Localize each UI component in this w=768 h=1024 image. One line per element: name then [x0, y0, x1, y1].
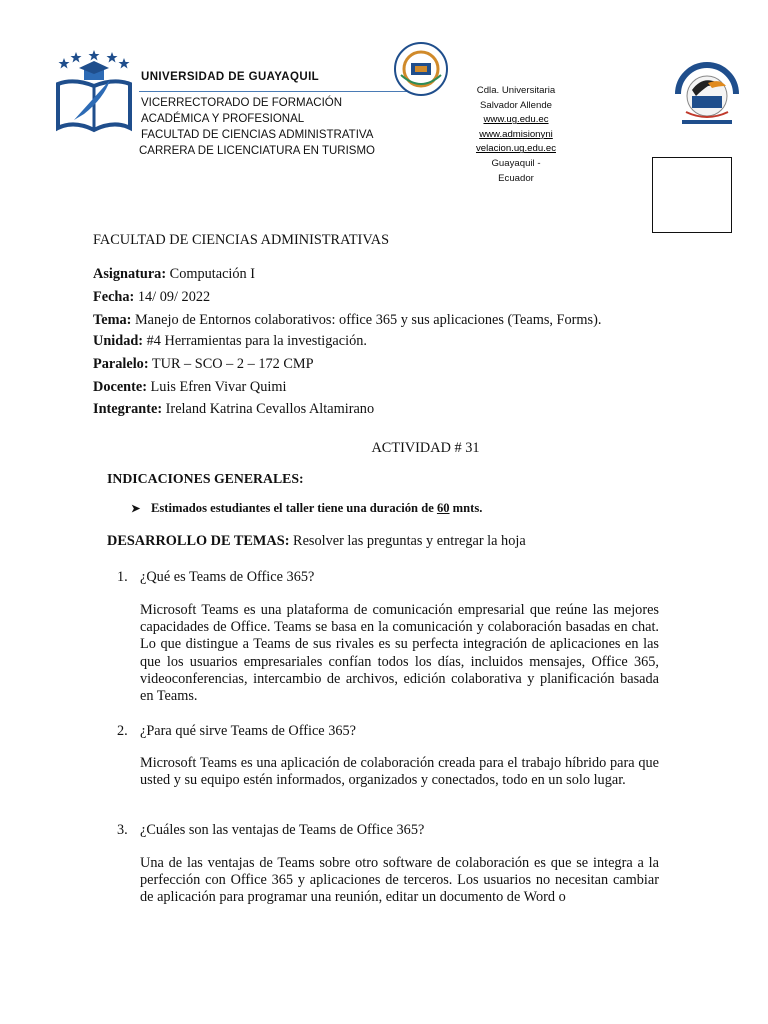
- meta-label: Integrante:: [93, 401, 163, 417]
- activity-title: ACTIVIDAD # 31: [371, 440, 480, 456]
- contact-city: Guayaquil -: [491, 157, 541, 169]
- header-line-2: ACADÉMICA Y PROFESIONAL: [141, 113, 305, 125]
- meta-value: TUR – SCO – 2 – 172 CMP: [148, 356, 314, 372]
- website-link[interactable]: www.ug.edu.ec: [483, 114, 549, 126]
- header-divider: [139, 91, 419, 92]
- question-number: 2.: [117, 723, 128, 739]
- faculty-seal: [393, 41, 449, 97]
- question-3: [117, 822, 424, 839]
- tourism-logo: [672, 56, 742, 128]
- answer-1: Microsoft Teams es una plataforma de comunicación empresarial que reúne las mejores capacidades de Office. Teams se basa en la comunicación y colaboración basadas en chat. Lo que distingue a Teams de sus rivales es su perfecta integración de aplicaciones en las que los usuarios empresariales confían todos los días, incluidos mensajes, Office 365, videoconferencias, intercambio de archivos, edición colaborativa y planificación basada en Teams.: [140, 602, 659, 705]
- admissions-link-part-1[interactable]: www.admisionyni: [479, 128, 553, 140]
- meta-label: Unidad:: [93, 333, 144, 349]
- header-line-4: CARRERA DE LICENCIATURA EN TURISMO: [139, 145, 376, 157]
- meta-tema: [93, 312, 601, 329]
- bullet-duration: 60: [436, 501, 450, 515]
- header-line-1: VICERRECTORADO DE FORMACIÓN: [141, 97, 343, 109]
- meta-label: Paralelo:: [93, 356, 149, 372]
- contact-line-1: Cdla. Universitaria: [476, 85, 556, 96]
- meta-label: Docente:: [93, 379, 147, 395]
- answer-3: Una de las ventajas de Teams sobre otro software de colaboración es que se integra a la perfección con Office 365 y aplicaciones de terceros. Los usuarios no necesitan cambiar de aplicación para programar una reunión, editar un documento de Word o: [140, 855, 659, 906]
- question-1: [117, 569, 314, 586]
- meta-unidad: [93, 333, 367, 350]
- meta-paralelo: [93, 356, 314, 373]
- question-number: 1.: [117, 569, 128, 585]
- photo-placeholder-box: [652, 157, 732, 233]
- contact-line-2: Salvador Allende: [479, 99, 552, 111]
- question-number: 3.: [117, 822, 128, 838]
- contact-country: Ecuador: [498, 172, 534, 184]
- meta-label: Asignatura:: [93, 266, 167, 282]
- question-text: ¿Qué es Teams de Office 365?: [140, 569, 315, 585]
- topics-text: Resolver las preguntas y entregar la hoja: [289, 533, 526, 549]
- question-text: ¿Cuáles son las ventajas de Teams de Office 365?: [140, 822, 425, 838]
- admissions-link-part-2[interactable]: velacion.ug.edu.ec: [475, 143, 556, 155]
- meta-label: Fecha:: [93, 289, 135, 305]
- university-name: UNIVERSIDAD DE GUAYAQUIL: [141, 71, 320, 83]
- meta-integrante: [93, 401, 374, 418]
- topics-label: DESARROLLO DE TEMAS:: [107, 533, 290, 549]
- meta-value: Ireland Katrina Cevallos Altamirano: [162, 401, 375, 417]
- faculty-heading: FACULTAD DE CIENCIAS ADMINISTRATIVAS: [93, 232, 390, 248]
- university-logo: [54, 50, 134, 136]
- meta-label: Tema:: [93, 312, 132, 328]
- meta-fecha: [93, 289, 210, 306]
- header-line-3: FACULTAD DE CIENCIAS ADMINISTRATIVA: [141, 129, 374, 141]
- meta-value: #4 Herramientas para la investigación.: [143, 333, 367, 349]
- meta-asignatura: [93, 266, 255, 283]
- bullet-text-pre: Estimados estudiantes el taller tiene una duración de: [151, 501, 437, 515]
- contact-info: [468, 84, 564, 186]
- meta-value: Luis Efren Vivar Quimi: [146, 379, 287, 395]
- arrow-bullet-icon: ➤: [131, 503, 141, 515]
- instruction-bullet: [131, 501, 482, 516]
- topics-instruction: [107, 533, 526, 550]
- question-text: ¿Para qué sirve Teams de Office 365?: [140, 723, 357, 739]
- meta-docente: [93, 379, 286, 396]
- bullet-text-post: mnts.: [449, 501, 483, 515]
- answer-2: Microsoft Teams es una aplicación de colaboración creada para el trabajo híbrido para que usted y su equipo estén informados, organizados y conectados, todo en un solo lugar.: [140, 755, 659, 789]
- meta-value: Computación I: [166, 266, 256, 282]
- meta-value: Manejo de Entornos colaborativos: office 365 y sus aplicaciones (Teams, Forms).: [131, 312, 602, 328]
- general-instructions-heading: INDICACIONES GENERALES:: [107, 471, 304, 486]
- question-2: [117, 723, 356, 740]
- meta-value: 14/ 09/ 2022: [134, 289, 211, 305]
